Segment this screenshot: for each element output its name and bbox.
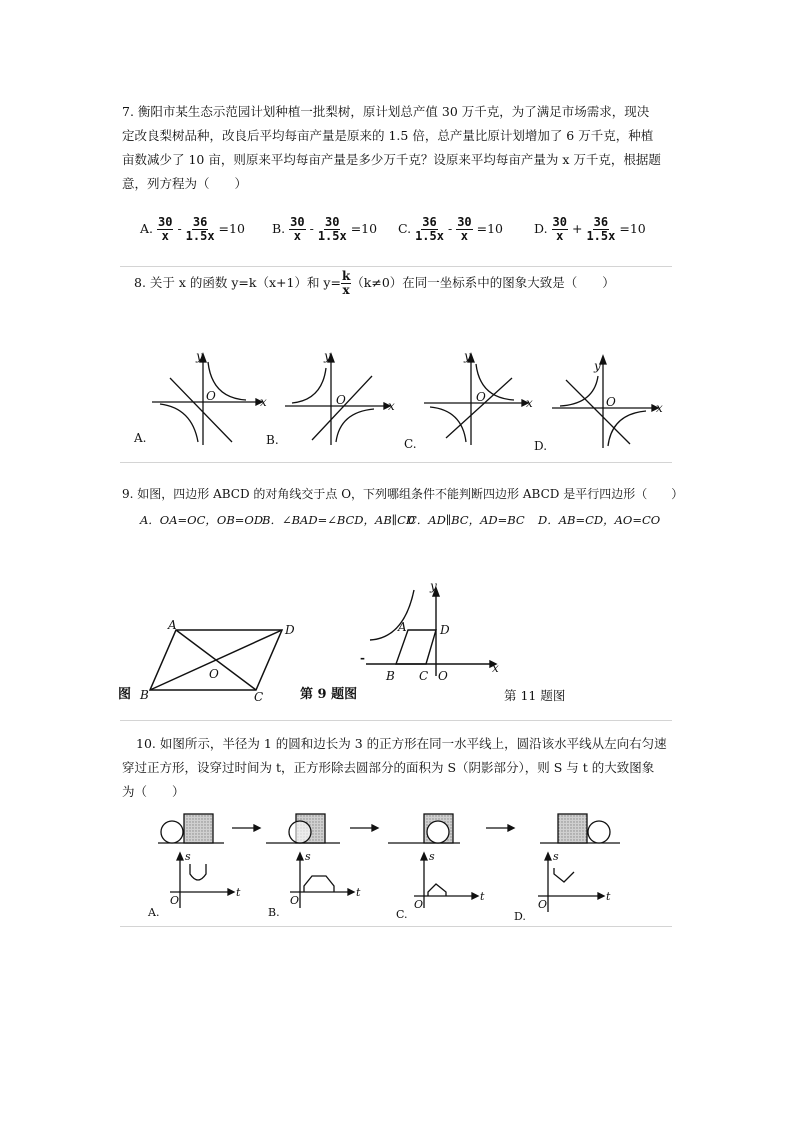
origin-label: O xyxy=(336,393,346,407)
circle xyxy=(161,821,183,843)
q7-line-2: 定改良梨树品种，改良后平均每亩产量是原来的 1.5 倍，总产量比原计划增加了 6 万千克，种植 xyxy=(122,128,654,143)
q9-options xyxy=(140,512,670,536)
point-b: B xyxy=(140,688,149,702)
axis-label-t: t xyxy=(606,890,611,903)
origin-label: O xyxy=(414,898,424,911)
line xyxy=(566,380,630,444)
circle xyxy=(289,821,311,843)
arrow-icon xyxy=(297,853,303,860)
circle xyxy=(588,821,610,843)
axis-label-y: y xyxy=(324,349,331,363)
q7-options xyxy=(140,216,670,252)
q8-graph-d xyxy=(552,356,658,448)
q9-option-c[interactable]: C．AD∥BC，AD=BC xyxy=(408,513,525,527)
q9-q11-figures xyxy=(0,580,794,710)
axis-label-y: y xyxy=(196,349,203,363)
arrow-icon xyxy=(545,853,551,860)
arrow-icon xyxy=(421,853,427,860)
divider xyxy=(120,266,672,267)
axis-label-y: y xyxy=(430,580,437,593)
origin-label: O xyxy=(290,894,300,907)
axis-label-y: y xyxy=(594,359,601,373)
q7-option-b[interactable]: B. $\frac{30}{x}$ - $\frac{30}{1.5x}$ =10 xyxy=(272,215,378,243)
arrow-icon xyxy=(372,825,378,831)
q7-line-1: 7. 衡阳市某生态示范园计划种植一批梨树，原计划总产值 30 万千克，为了满足市场需求，现决 xyxy=(122,104,650,119)
q10-graph-c xyxy=(414,853,478,908)
fraction: $\frac{30}{x}$ xyxy=(457,215,472,243)
question-9-stem: 9. 如图，四边形 ABCD 的对角线交于点 O，下列哪组条件不能判断四边形 ABCD 是平行四边形（ ） xyxy=(122,487,684,501)
origin-label: O xyxy=(206,389,216,403)
q7-option-a[interactable]: A. $\frac{30}{x}$ - $\frac{36}{1.5x}$ =10 xyxy=(140,215,245,243)
point-a: A xyxy=(168,618,177,632)
axis-label-s: s xyxy=(185,850,191,863)
line xyxy=(446,378,512,438)
axis-label-s: s xyxy=(429,850,435,863)
question-10 xyxy=(122,732,670,804)
q10-graph-d xyxy=(538,853,604,912)
q10-option-c: C. xyxy=(396,908,408,921)
q9-option-b[interactable]: B．∠BAD=∠BCD，AB∥CD xyxy=(262,513,416,527)
fig11 xyxy=(366,588,496,676)
point-o: O xyxy=(438,669,448,683)
graph-curve xyxy=(190,864,206,880)
hyperbola-branch xyxy=(336,409,374,442)
divider xyxy=(120,462,672,463)
axis-label-x: x xyxy=(656,401,663,415)
axis-label-t: t xyxy=(480,890,485,903)
axis-label-x: x xyxy=(388,399,395,413)
q10-line-3: 为（ ） xyxy=(122,784,185,799)
divider xyxy=(120,720,672,721)
point-c: C xyxy=(419,669,429,683)
axis-label-x: x xyxy=(526,396,533,410)
shaded-square xyxy=(558,814,587,843)
arrow-icon xyxy=(598,893,604,899)
axis-label-s: s xyxy=(305,850,311,863)
fig9-caption: 第 9 题图 xyxy=(300,687,358,702)
q10-figures xyxy=(0,800,794,925)
minus-sign: - xyxy=(360,651,365,665)
shaded-square xyxy=(184,814,213,843)
fraction: $\frac{30}{x}$ xyxy=(158,215,173,243)
q10-graph-a xyxy=(170,853,234,908)
q10-line-1: 10. 如图所示，半径为 1 的圆和边长为 3 的正方形在同一水平线上，圆沿该水平线从左向右匀速 xyxy=(136,736,667,751)
fraction: $\frac{36}{1.5x}$ xyxy=(586,215,616,243)
arrow-icon xyxy=(228,889,234,895)
q10-option-d: D. xyxy=(514,910,526,923)
parallelogram-figure xyxy=(150,630,282,690)
diagonal-bd xyxy=(150,630,282,690)
q9-option-d[interactable]: D．AB=CD，AO=CO xyxy=(538,513,661,527)
point-a: A xyxy=(398,620,407,634)
question-8-stem: 8. 关于 x 的函数 y=k（x+1）和 y= $\frac{k}{x}$ （k≠0）在同一坐标系中的图象大致是（ ） xyxy=(134,269,615,297)
q8-option-a: A. xyxy=(134,431,147,445)
divider xyxy=(120,926,672,927)
hyperbola-branch xyxy=(160,404,198,442)
origin-label: O xyxy=(170,894,180,907)
q8-graphs xyxy=(0,340,794,460)
graph-curve xyxy=(554,868,574,882)
fig-label-left: 图 xyxy=(118,687,132,702)
fraction: $\frac{k}{x}$ xyxy=(341,269,351,297)
fraction: $\frac{36}{1.5x}$ xyxy=(185,215,215,243)
graph-curve xyxy=(428,884,446,896)
point-o: O xyxy=(209,667,219,681)
question-7 xyxy=(122,100,670,196)
hyperbola-branch xyxy=(292,368,326,403)
graph-curve xyxy=(304,876,334,892)
q7-line-4: 意，列方程为（ ） xyxy=(122,176,248,191)
origin-label: O xyxy=(476,390,486,404)
q8-option-c: C. xyxy=(404,437,417,451)
fraction: $\frac{30}{x}$ xyxy=(552,215,567,243)
arrow-icon xyxy=(472,893,478,899)
axis-label-x: x xyxy=(492,661,499,675)
parallelogram xyxy=(396,630,436,664)
q10-line-2: 穿过正方形，设穿过时间为 t，正方形除去圆部分的面积为 S（阴影部分），则 S 与 t 的大致图象 xyxy=(122,760,655,775)
axis-label-x: x xyxy=(260,395,267,409)
q10-option-b: B. xyxy=(268,906,280,919)
arrow-icon xyxy=(348,889,354,895)
q9-option-a[interactable]: A．OA=OC，OB=OD xyxy=(140,513,264,527)
arrow-icon xyxy=(254,825,260,831)
arrow-icon xyxy=(508,825,514,831)
point-d: D xyxy=(285,623,295,637)
q7-option-c[interactable]: C. $\frac{36}{1.5x}$ - $\frac{30}{x}$ =10 xyxy=(398,215,504,243)
q7-option-d[interactable]: D. $\frac{30}{x}$ + $\frac{36}{1.5x}$ =10 xyxy=(534,215,646,243)
fraction: $\frac{30}{x}$ xyxy=(290,215,305,243)
arrow-icon xyxy=(177,853,183,860)
circle xyxy=(427,821,449,843)
arrow-icon xyxy=(600,356,606,364)
axis-label-y: y xyxy=(464,349,471,363)
axis-label-t: t xyxy=(236,886,241,899)
fraction: $\frac{36}{1.5x}$ xyxy=(415,215,444,243)
fraction: $\frac{30}{1.5x}$ xyxy=(317,215,347,243)
q10-graph-b xyxy=(290,853,354,908)
fig11-caption: 第 11 题图 xyxy=(504,688,566,703)
axis-label-t: t xyxy=(356,886,361,899)
point-b: B xyxy=(386,669,395,683)
point-d: D xyxy=(440,623,450,637)
origin-label: O xyxy=(538,898,548,911)
q8-option-b: B. xyxy=(266,433,279,447)
axis-label-s: s xyxy=(553,850,559,863)
point-c: C xyxy=(254,690,264,704)
q10-option-a: A. xyxy=(148,906,160,919)
q8-option-d: D. xyxy=(534,439,548,453)
q7-line-3: 亩数减少了 10 亩，则原来平均每亩产量是多少万千克？设原来平均每亩产量为 x 万千克，根据题 xyxy=(122,152,661,167)
origin-label: O xyxy=(606,395,616,409)
